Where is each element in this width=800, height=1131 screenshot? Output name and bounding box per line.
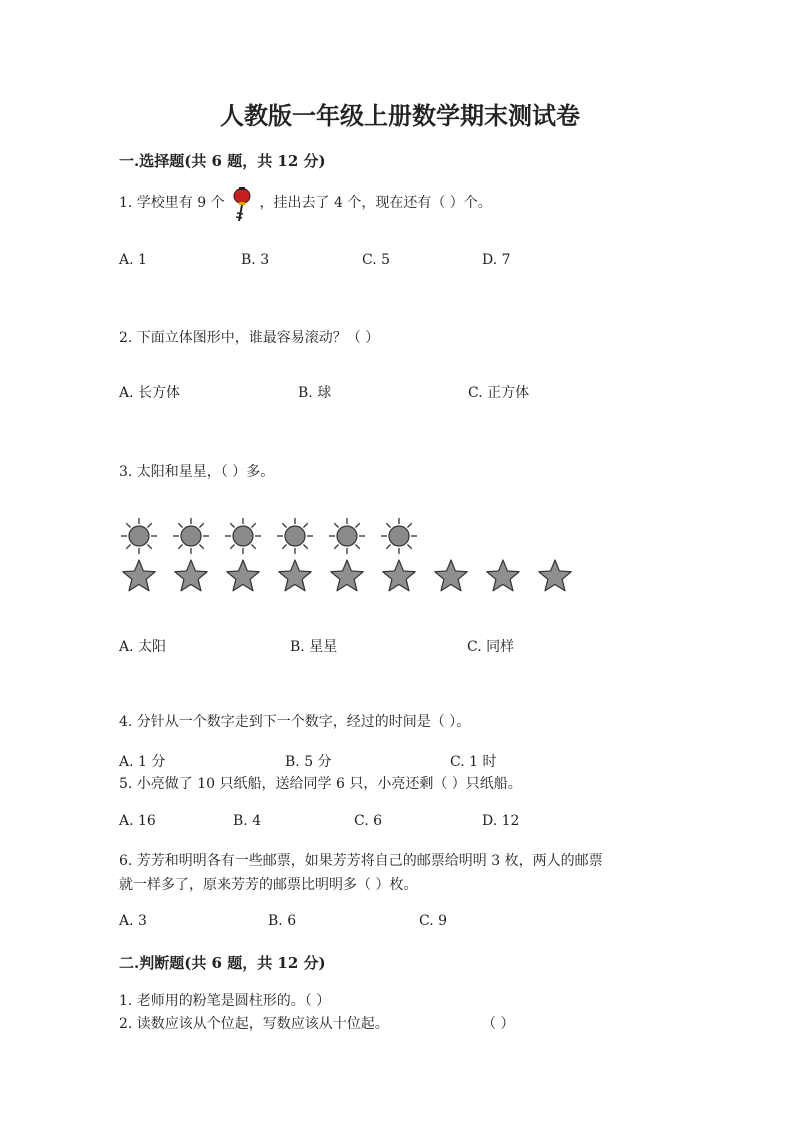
q6-option-c[interactable]: C. 9 [419, 913, 448, 929]
q5-option-b[interactable]: B. 4 [233, 813, 262, 829]
sun-row [119, 516, 539, 556]
section-heading-choice: 一.选择题(共 6 题，共 12 分) [119, 152, 326, 170]
question-1-text-end: ，挂出去了 4 个，现在还有（ ）个。 [259, 195, 492, 211]
question-6-line-1: 6. 芳芳和明明各有一些邮票，如果芳芳将自己的邮票给明明 3 枚，两人的邮票 [119, 853, 603, 869]
page-title: 人教版一年级上册数学期末测试卷 [220, 101, 580, 130]
question-2: 2. 下面立体图形中，谁最容易滚动？（ ） [119, 330, 380, 346]
judgement-question-2: 2. 读数应该从个位起，写数应该从十位起。 [119, 1016, 389, 1032]
q2-option-b[interactable]: B. 球 [298, 385, 332, 401]
q4-option-a[interactable]: A. 1 分 [119, 754, 166, 770]
judgement-question-2-blank[interactable]: （ ） [482, 1016, 515, 1032]
q5-option-a[interactable]: A. 16 [119, 813, 156, 829]
sun-icon [275, 516, 315, 556]
star-icon [223, 556, 263, 596]
q3-option-a[interactable]: A. 太阳 [119, 639, 167, 655]
question-1 [119, 192, 492, 213]
q1-option-c[interactable]: C. 5 [362, 252, 391, 268]
judgement-question-1: 1. 老师用的粉笔是圆柱形的。（ ） [119, 993, 331, 1009]
star-row [119, 556, 579, 596]
q2-option-c[interactable]: C. 正方体 [468, 385, 530, 401]
star-icon [327, 556, 367, 596]
star-icon [275, 556, 315, 596]
q1-option-a[interactable]: A. 1 [119, 252, 147, 268]
star-icon [431, 556, 471, 596]
sun-icon [119, 516, 159, 556]
sun-icon [171, 516, 211, 556]
q4-option-b[interactable]: B. 5 分 [285, 754, 332, 770]
q3-option-b[interactable]: B. 星星 [290, 639, 338, 655]
q6-option-b[interactable]: B. 6 [268, 913, 297, 929]
sun-icon [379, 516, 419, 556]
q4-option-c[interactable]: C. 1 时 [450, 754, 497, 770]
sun-icon [327, 516, 367, 556]
star-icon [171, 556, 211, 596]
q5-option-d[interactable]: D. 12 [482, 813, 520, 829]
q6-option-a[interactable]: A. 3 [119, 913, 147, 929]
star-icon [379, 556, 419, 596]
q1-option-b[interactable]: B. 3 [241, 252, 270, 268]
star-icon [483, 556, 523, 596]
star-icon [119, 556, 159, 596]
q2-option-a[interactable]: A. 长方体 [119, 385, 181, 401]
question-4: 4. 分针从一个数字走到下一个数字，经过的时间是（ ）。 [119, 714, 471, 730]
q5-option-c[interactable]: C. 6 [354, 813, 383, 829]
question-6-line-2: 就一样多了，原来芳芳的邮票比明明多（ ）枚。 [119, 877, 418, 893]
question-1-text-start: 1. 学校里有 9 个 [119, 195, 225, 211]
sun-icon [223, 516, 263, 556]
q1-option-d[interactable]: D. 7 [482, 252, 511, 268]
q3-option-c[interactable]: C. 同样 [467, 639, 515, 655]
question-3: 3. 太阳和星星，（ ）多。 [119, 464, 275, 480]
question-5: 5. 小亮做了 10 只纸船，送给同学 6 只，小亮还剩（ ）只纸船。 [119, 776, 522, 792]
lantern-icon [229, 193, 255, 213]
section-heading-judgement: 二.判断题(共 6 题，共 12 分) [119, 954, 326, 972]
star-icon [535, 556, 575, 596]
